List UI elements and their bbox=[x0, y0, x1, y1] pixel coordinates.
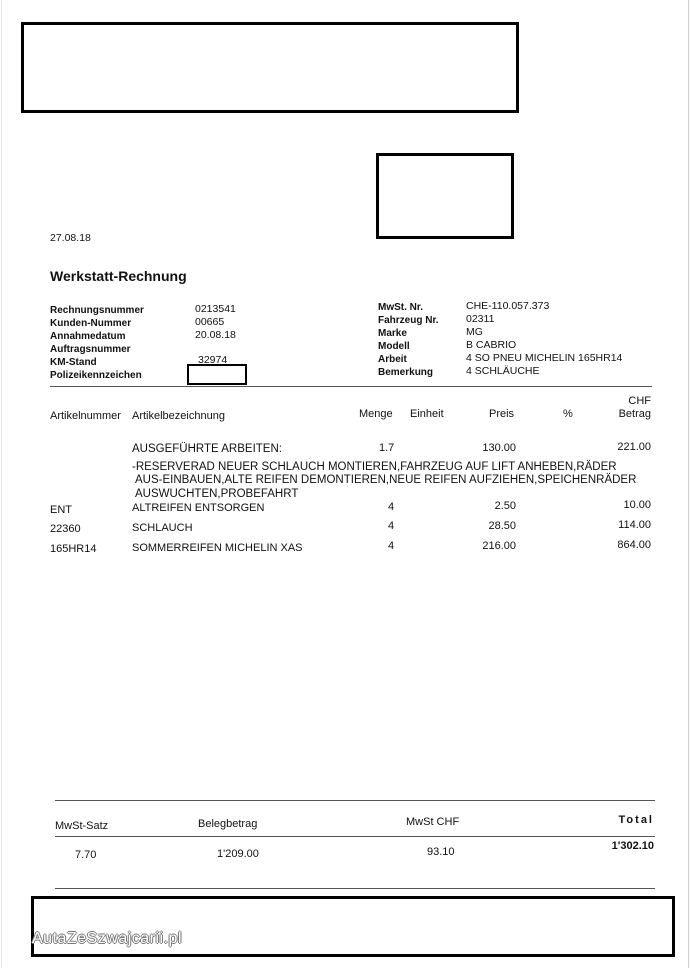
work-description-line: -RESERVERAD NEUER SCHLAUCH MONTIEREN,FAHRZEUG AUF LIFT ANHEBEN,RÄDER bbox=[132, 461, 617, 473]
field-value-modell: B CABRIO bbox=[466, 339, 517, 351]
field-value-rechnungsnummer: 0213541 bbox=[195, 303, 236, 315]
item-bezeichnung: ALTREIFEN ENTSORGEN bbox=[132, 502, 265, 514]
item-preis: 2.50 bbox=[494, 500, 516, 512]
field-value-kunden-nummer: 00665 bbox=[195, 316, 225, 328]
totals-beleg-value: 1'209.00 bbox=[217, 848, 259, 860]
field-value-km-stand: 32974 bbox=[198, 354, 228, 366]
header-artikelbezeichnung: Artikelbezeichnung bbox=[132, 410, 225, 422]
header-menge: Menge bbox=[359, 408, 393, 420]
work-betrag: 221.00 bbox=[617, 441, 651, 453]
header-einheit: Einheit bbox=[410, 408, 444, 420]
field-label-arbeit: Arbeit bbox=[378, 354, 407, 365]
redacted-address-block bbox=[376, 153, 514, 239]
field-label-bemerkung: Bemerkung bbox=[378, 367, 434, 378]
divider-line bbox=[50, 386, 652, 387]
item-menge: 4 bbox=[388, 520, 395, 532]
item-preis: 28.50 bbox=[488, 520, 516, 532]
field-value-annahmedatum: 20.08.18 bbox=[195, 329, 236, 341]
header-prozent: % bbox=[563, 408, 573, 420]
work-description-line: AUS-EINBAUEN,ALTE REIFEN DEMONTIEREN,NEUE REIFEN AUFZIEHEN,SPEICHENRÄDER bbox=[135, 474, 637, 486]
watermark-text: AutaZeSzwajcarii.pl bbox=[32, 930, 182, 947]
field-label-rechnungsnummer: Rechnungsnummer bbox=[50, 305, 144, 316]
item-nummer: 165HR14 bbox=[50, 543, 97, 555]
field-value-fahrzeug-nr: 02311 bbox=[466, 313, 495, 325]
field-value-mwst-nr: CHE-110.057.373 bbox=[466, 300, 550, 312]
document-title: Werkstatt-Rechnung bbox=[50, 268, 187, 284]
header-preis: Preis bbox=[489, 408, 515, 420]
invoice-date: 27.08.18 bbox=[50, 232, 91, 244]
item-bezeichnung: SCHLAUCH bbox=[132, 522, 193, 534]
header-betrag: Betrag bbox=[618, 408, 651, 420]
item-nummer: ENT bbox=[50, 504, 72, 516]
work-menge: 1.7 bbox=[379, 442, 395, 454]
field-value-arbeit: 4 SO PNEU MICHELIN 165HR14 bbox=[466, 352, 623, 364]
item-preis: 216.00 bbox=[482, 540, 516, 552]
field-value-bemerkung: 4 SCHLÄUCHE bbox=[466, 365, 540, 377]
totals-top-line bbox=[55, 800, 655, 801]
work-description-line: AUSWUCHTEN,PROBEFAHRT bbox=[135, 488, 299, 500]
header-artikelnummer: Artikelnummer bbox=[50, 410, 121, 422]
field-label-fahrzeug-nr: Fahrzeug Nr. bbox=[378, 315, 439, 326]
item-betrag: 864.00 bbox=[617, 539, 651, 551]
totals-satz-value: 7.70 bbox=[75, 849, 97, 861]
work-bezeichnung: AUSGEFÜHRTE ARBEITEN: bbox=[132, 443, 282, 455]
redacted-plate-number bbox=[187, 364, 247, 385]
totals-header-total: Total bbox=[618, 814, 654, 826]
totals-header-mwst: MwSt CHF bbox=[406, 816, 460, 828]
work-preis: 130.00 bbox=[482, 442, 516, 454]
header-currency: CHF bbox=[628, 395, 651, 407]
totals-header-satz: MwSt-Satz bbox=[55, 820, 109, 832]
item-betrag: 114.00 bbox=[618, 519, 651, 531]
totals-header-beleg: Belegbetrag bbox=[198, 818, 258, 830]
field-label-modell: Modell bbox=[378, 341, 410, 352]
totals-bottom-line bbox=[55, 888, 655, 889]
field-value-marke: MG bbox=[466, 326, 483, 338]
totals-total-value: 1'302.10 bbox=[611, 840, 654, 852]
item-betrag: 10.00 bbox=[623, 499, 651, 511]
redacted-header-block bbox=[21, 22, 519, 113]
totals-mid-line bbox=[55, 836, 655, 837]
field-label-kunden-nummer: Kunden-Nummer bbox=[50, 318, 132, 329]
page-edge-right bbox=[688, 0, 689, 968]
item-menge: 4 bbox=[388, 501, 395, 513]
item-bezeichnung: SOMMERREIFEN MICHELIN XAS bbox=[132, 542, 303, 554]
field-label-mwst-nr: MwSt. Nr. bbox=[378, 302, 424, 313]
field-label-polizeikennzeichen: Polizeikennzeichen bbox=[50, 370, 142, 381]
totals-mwst-value: 93.10 bbox=[427, 846, 455, 858]
item-menge: 4 bbox=[388, 540, 395, 552]
item-nummer: 22360 bbox=[50, 523, 81, 535]
field-label-marke: Marke bbox=[378, 328, 407, 339]
page-edge-left bbox=[1, 0, 2, 968]
field-label-annahmedatum: Annahmedatum bbox=[50, 331, 126, 342]
field-label-km-stand: KM-Stand bbox=[50, 357, 97, 368]
field-label-auftragsnummer: Auftragsnummer bbox=[50, 344, 131, 355]
